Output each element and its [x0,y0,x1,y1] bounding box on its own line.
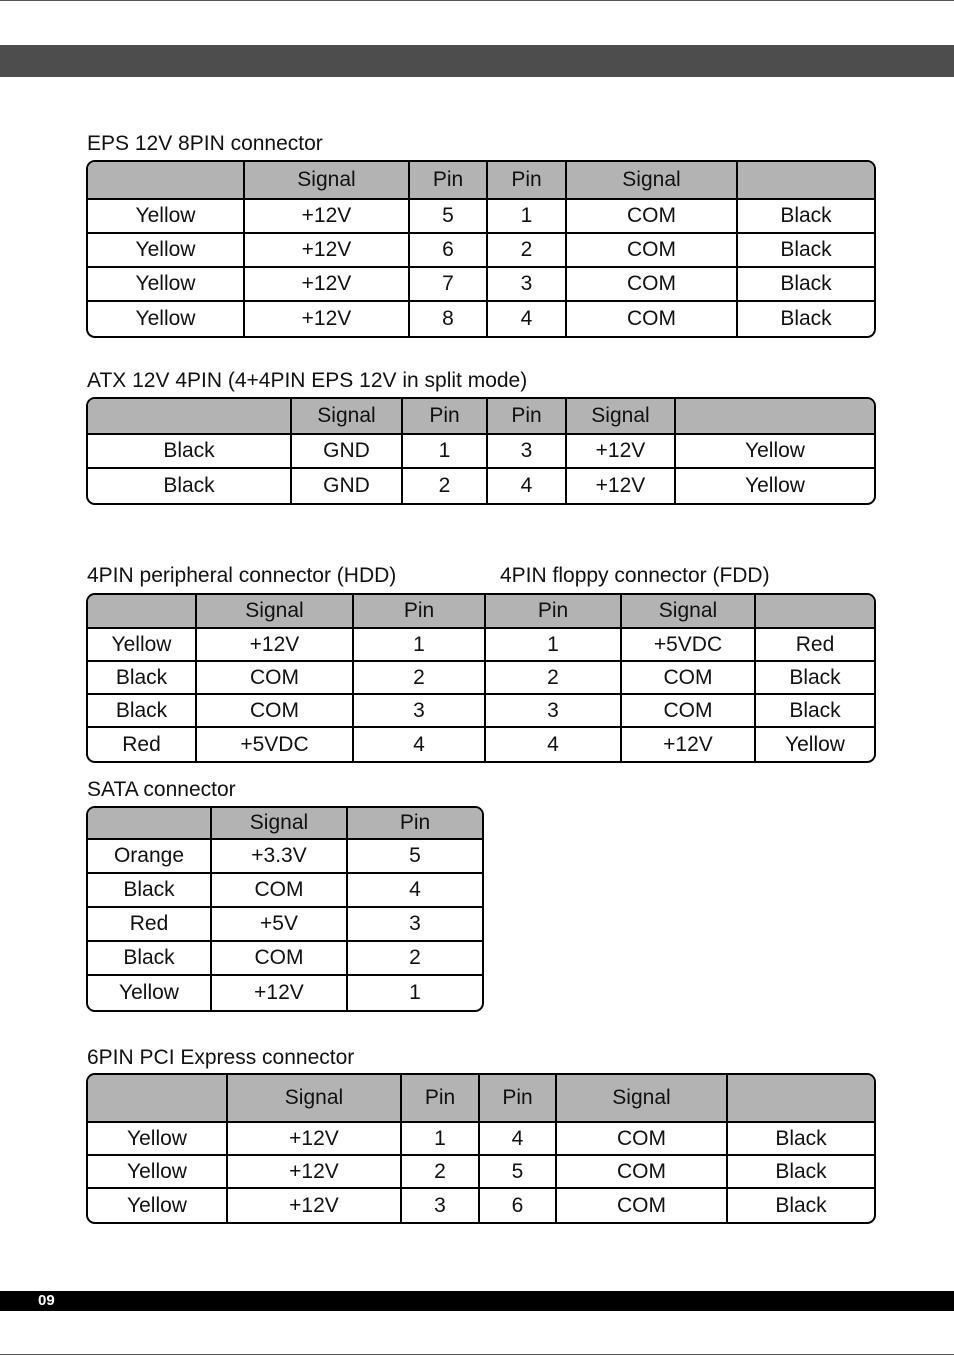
table-cell: +12V [245,234,410,268]
table-cell: 6 [480,1189,557,1222]
table-cell: 5 [348,840,482,874]
table-cell: 2 [488,234,567,268]
column-header: Signal [567,162,738,200]
sata-connector-table [86,806,484,1012]
table-cell: Yellow [88,302,245,336]
table-cell: 3 [488,268,567,302]
column-header: Pin [402,1075,480,1123]
table-cell: Yellow [785,732,845,756]
table-row [88,629,874,662]
hdd-title: 4PIN peripheral connector (HDD) [87,564,397,587]
table-row [88,1123,874,1156]
table-cell: +12V [567,469,676,503]
table-cell: COM [557,1156,728,1189]
table-cell: Yellow [88,234,245,268]
table-cell: Yellow [88,976,212,1010]
table-cell: 4 [480,1123,557,1156]
table-cell: COM [567,234,738,268]
table-cell: Yellow [88,1123,228,1156]
table-row [88,662,874,695]
table-cell: Black [728,1123,874,1156]
column-header: Signal [557,1075,728,1123]
table-row [88,469,874,503]
table-cell: Red [756,629,874,662]
table-cell: Black [88,874,212,908]
column-header: Signal [228,1075,402,1123]
table-cell: 4 [486,728,622,761]
table-cell: 1 [402,1123,480,1156]
table-cell: Black [738,234,874,268]
column-header: Pin [354,595,486,629]
table-row [88,908,482,942]
table-cell: 5 [410,200,488,234]
table-row [88,435,874,469]
table-cell: COM [212,874,348,908]
column-header: Signal [567,399,676,435]
atx-connector-table [86,397,876,505]
table-row [88,874,482,908]
table-cell: 1 [486,629,622,662]
table-cell: +12V [228,1123,402,1156]
table-cell: +12V [197,629,354,662]
footer-bar [0,1291,954,1311]
table-cell: Black [728,1156,874,1189]
pcie-title: 6PIN PCI Express connector [87,1046,355,1069]
table-cell: +12V [245,268,410,302]
column-header: Signal [622,595,756,629]
column-header [676,399,874,435]
table-cell: 1 [354,629,486,662]
table-cell: +12V [622,728,756,761]
eps-title: EPS 12V 8PIN connector [87,132,323,155]
table-row [88,695,874,728]
table-cell: 4 [488,469,567,503]
column-header: Pin [410,162,488,200]
table-cell: +12V [212,976,348,1010]
table-cell: Yellow [88,1156,228,1189]
table-cell: 1 [488,200,567,234]
column-header [88,399,292,435]
column-header [738,162,874,200]
table-cell: Black [756,695,874,728]
sata-title: SATA connector [87,778,236,801]
table-cell: 2 [403,469,488,503]
table-row [88,234,874,268]
table-cell: COM [622,695,756,728]
top-rule [0,0,954,1]
table-cell: Black [88,469,292,503]
column-header: Signal [292,399,403,435]
table-cell: 7 [410,268,488,302]
table-row [88,840,482,874]
page-number: 09 [38,1292,55,1309]
eps-connector-table [86,160,876,338]
header-bar [0,45,954,77]
table-cell: Yellow [88,200,245,234]
table-cell: COM [567,268,738,302]
table-cell: COM [622,662,756,695]
table-row [88,976,482,1010]
table-cell: +12V [228,1189,402,1222]
column-header: Pin [488,399,567,435]
table-cell: Black [775,1193,827,1217]
table-cell: 5 [480,1156,557,1189]
table-cell: 2 [348,942,482,976]
table-cell: Yellow [745,474,805,497]
table-row [88,268,874,302]
table-cell: Black [88,662,197,695]
table-cell: +12V [567,435,676,469]
column-header [88,1075,228,1123]
table-cell: 1 [403,435,488,469]
table-cell: Black [88,942,212,976]
table-cell: 2 [486,662,622,695]
table-cell: +12V [228,1156,402,1189]
table-cell: 4 [354,728,486,761]
table-row [88,728,874,761]
table-cell: 6 [410,234,488,268]
table-cell: COM [197,695,354,728]
column-header: Pin [403,399,488,435]
table-row [88,200,874,234]
table-cell: 3 [402,1189,480,1222]
column-header: Pin [488,162,567,200]
column-header: Signal [197,595,354,629]
table-cell: COM [197,662,354,695]
bottom-rule [0,1354,954,1355]
table-row [88,1189,874,1222]
peripheral-connector-table [86,593,876,763]
column-header [88,808,212,840]
column-header: Pin [486,595,622,629]
table-cell: 3 [354,695,486,728]
table-cell: +12V [245,200,410,234]
table-cell: COM [567,302,738,336]
table-cell: Black [738,268,874,302]
table-cell: GND [292,469,403,503]
table-cell: COM [212,942,348,976]
table-cell: 4 [348,874,482,908]
table-cell: Black [756,662,874,695]
column-header: Signal [212,808,348,840]
table-row [88,302,874,336]
table-cell: +3.3V [212,840,348,874]
column-header: Pin [348,808,482,840]
table-cell: +5VDC [622,629,756,662]
table-cell: Black [88,435,292,469]
table-cell: COM [557,1189,728,1222]
table-cell: Black [738,200,874,234]
fdd-title: 4PIN floppy connector (FDD) [500,564,770,587]
table-cell: +5VDC [197,728,354,761]
table-cell: Yellow [88,629,197,662]
column-header: Signal [245,162,410,200]
table-cell: 3 [488,435,567,469]
table-cell: Black [780,307,832,330]
pcie-connector-table [86,1073,876,1224]
table-cell: Yellow [676,435,874,469]
table-cell: +12V [245,302,410,336]
table-cell: GND [292,435,403,469]
table-cell: +5V [212,908,348,942]
table-cell: Yellow [88,1189,228,1222]
table-cell: Yellow [88,268,245,302]
table-cell: Orange [88,840,212,874]
atx-title: ATX 12V 4PIN (4+4PIN EPS 12V in split mode) [87,369,528,392]
table-row [88,942,482,976]
table-cell: Red [88,728,197,761]
table-cell: Red [88,908,212,942]
column-header [88,595,197,629]
table-cell: 3 [486,695,622,728]
column-header [728,1075,874,1123]
table-cell: Black [88,695,197,728]
table-cell: COM [557,1123,728,1156]
column-header [756,595,874,629]
table-cell: 1 [409,981,421,1004]
table-cell: 3 [348,908,482,942]
table-cell: 2 [402,1156,480,1189]
column-header [88,162,245,200]
table-cell: 4 [488,302,567,336]
column-header: Pin [480,1075,557,1123]
table-cell: 2 [354,662,486,695]
table-cell: 8 [410,302,488,336]
table-row [88,1156,874,1189]
table-cell: COM [567,200,738,234]
